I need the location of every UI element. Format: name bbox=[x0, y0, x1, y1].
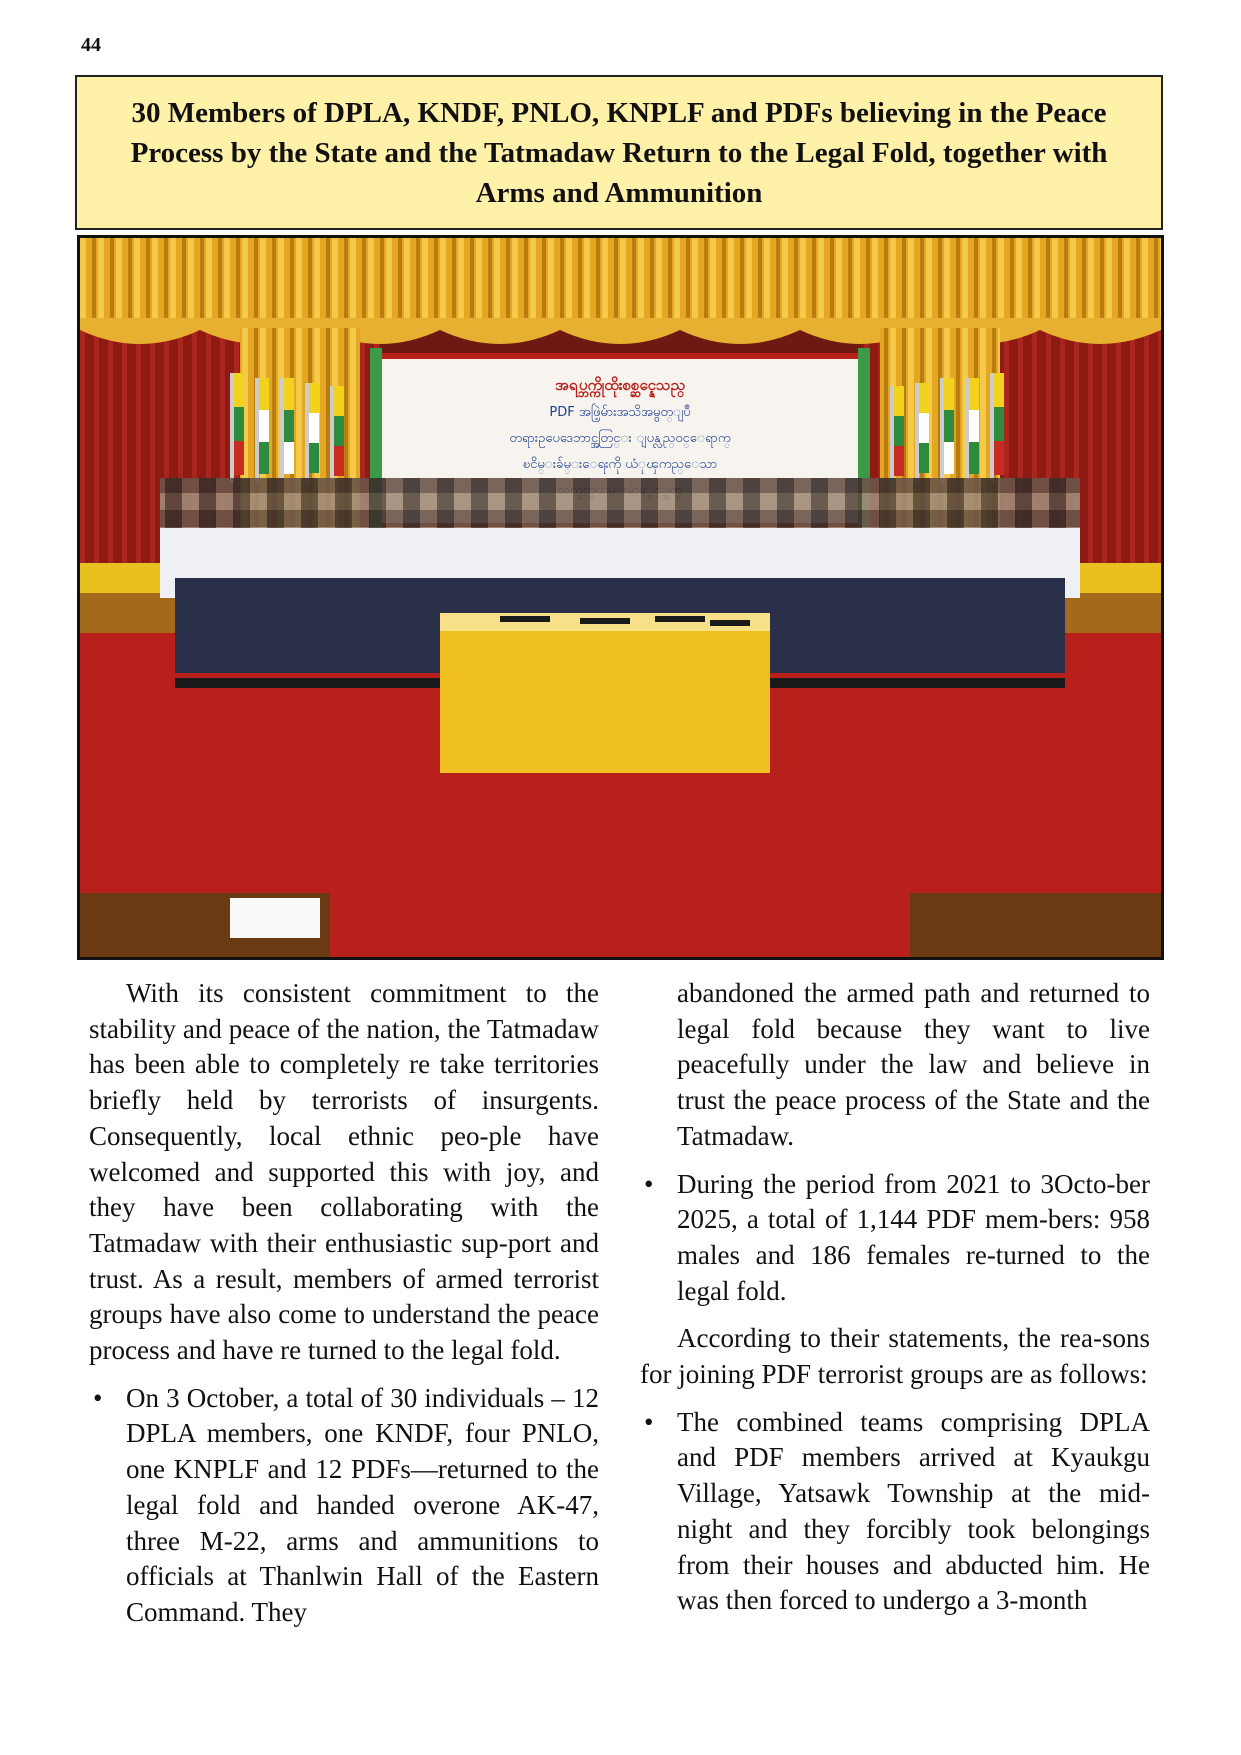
banner-line-2: PDF အဖြဲ့မ်ားအသိအမွတ္ျပဳ bbox=[549, 405, 691, 420]
right-column bbox=[640, 976, 1150, 1619]
bullet-kyaukgu-village: • The combined teams comprising DPLA and PDF members arrived at Kyaukgu Village, Yatsawk Township at the mid-night and they forcibly took belongings from their houses and abducted him. He was then forced to undergo a 3-month bbox=[640, 1405, 1150, 1619]
foreground-table-right bbox=[910, 893, 1161, 957]
banner-line-1: အရပ္ဘက္ကိုထိုးစစ္ဆင္နေသည္ bbox=[555, 376, 685, 394]
bullet-period-totals: • During the period from 2021 to 3Octo-ber 2025, a total of 1,144 PDF mem-bers: 958 males and 186 females re-turned to the legal fold. bbox=[640, 1167, 1150, 1310]
right-bullet-list-2 bbox=[640, 1405, 1150, 1619]
banner-line-4: ၿငိမ္းခ်မ္းေရးကို ယံုၾကည္ေသာ bbox=[522, 457, 718, 472]
continuation-paragraph: abandoned the armed path and returned to legal fold because they want to live peacefully under the law and believe in trust the peace process of the State and the Tatmadaw. bbox=[677, 978, 1150, 1151]
headline: 30 Members of DPLA, KNDF, PNLO, KNPLF and PDFs believing in the Peace Process by the State and the Tatmadaw Return to the Legal Fold, together with Arms and Ammunition bbox=[130, 96, 1108, 209]
left-column bbox=[89, 976, 599, 1631]
display-table bbox=[440, 613, 770, 773]
headline-box bbox=[75, 75, 1163, 230]
gold-valance bbox=[80, 238, 1161, 330]
bullet-return-3-october: • On 3 October, a total of 30 individuals – 12 DPLA members, one KNDF, four PNLO, one KNPLF and 12 PDFs—returned to the legal fold and handed overone AK-47, three M-22, arms and ammunitions to officials at Thanlwin Hall of the Eastern Command. They bbox=[89, 1381, 599, 1631]
intro-paragraph: With its consistent commitment to the stability and peace of the nation, the Tatmadaw has been able to completely re take territories briefly held by terrorists of insurgents. Consequently, local ethnic peo-ple have welcomed and supported this with joy, and they have been collaborating with the Tatmadaw with their enthusiastic sup-port and trust. As a result, members of armed terrorist groups have also come to understand the peace process and have re turned to the legal fold. bbox=[89, 978, 599, 1366]
banner-line-3: တရားဥပေဒေဘာင္အတြင္း ျပန္လည္ဝင္ေရာက္ bbox=[509, 431, 731, 446]
page-number: 44 bbox=[81, 34, 101, 56]
right-bullet-list-1 bbox=[640, 1167, 1150, 1310]
news-photo bbox=[77, 235, 1164, 960]
reasons-paragraph: According to their statements, the rea-sons for joining PDF terrorist groups are as follows: bbox=[640, 1323, 1150, 1390]
left-bullet-list bbox=[89, 1381, 599, 1631]
